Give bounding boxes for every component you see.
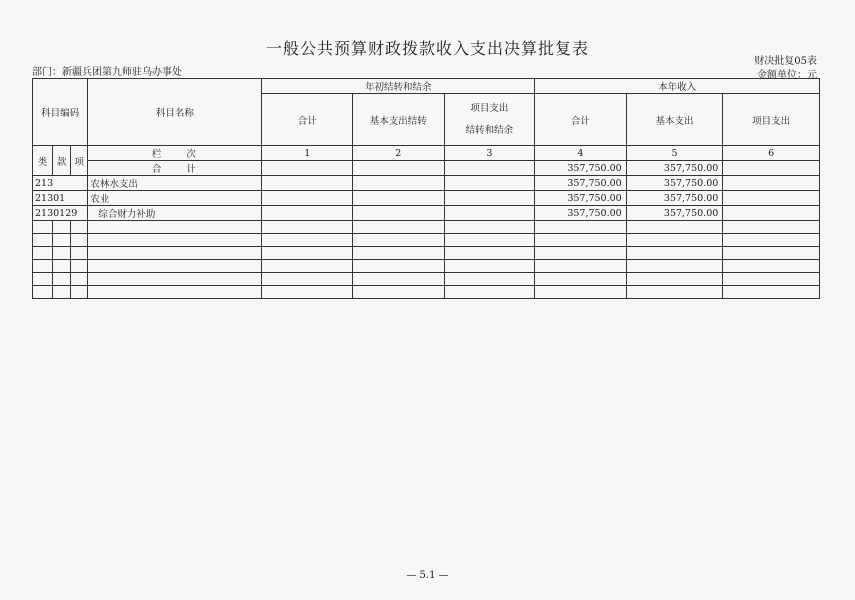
table-cell (262, 161, 353, 176)
table-cell (444, 273, 535, 286)
header-kuan: 款 (53, 146, 71, 176)
table-cell (262, 176, 353, 191)
empty-row (33, 221, 820, 234)
table-cell (262, 206, 353, 221)
col-number-3: 3 (444, 146, 535, 161)
table-cell (353, 286, 445, 299)
header-project-line2: 结转和结余 (465, 124, 514, 136)
table-cell (353, 176, 445, 191)
row-income-total: 357,750.00 (535, 191, 627, 206)
col-number-4: 4 (535, 146, 627, 161)
table-cell (53, 221, 71, 234)
table-cell (444, 161, 535, 176)
table-cell (71, 234, 88, 247)
table-row (33, 206, 820, 221)
table-cell (535, 260, 627, 273)
table-cell (53, 260, 71, 273)
table-cell (262, 260, 353, 273)
row-name: 农业 (88, 191, 262, 206)
table-cell (626, 234, 723, 247)
table-row (33, 191, 820, 206)
table-cell (626, 247, 723, 260)
row-income-basic: 357,750.00 (626, 191, 723, 206)
department-label: 部门：新疆兵团第九师驻乌办事处 (32, 67, 182, 78)
table-cell (535, 234, 627, 247)
empty-row (33, 273, 820, 286)
table-cell (33, 260, 53, 273)
row-name: 综合财力补助 (88, 206, 262, 221)
header-project-carry (444, 94, 535, 146)
table-cell (353, 260, 445, 273)
table-cell (71, 247, 88, 260)
header-income-project: 项目支出 (723, 94, 820, 146)
table-cell (535, 221, 627, 234)
table-cell (723, 191, 820, 206)
table-cell (71, 260, 88, 273)
table-cell (723, 286, 820, 299)
table-cell (262, 273, 353, 286)
row-income-basic: 357,750.00 (626, 206, 723, 221)
header-group-begin: 年初结转和结余 (262, 79, 535, 94)
page-number: — 5.1 — (406, 570, 449, 581)
table-cell (723, 260, 820, 273)
table-cell (53, 234, 71, 247)
table-cell (53, 247, 71, 260)
table-cell (88, 286, 262, 299)
table-cell (33, 273, 53, 286)
header-income-basic: 基本支出 (626, 94, 723, 146)
table-cell (33, 286, 53, 299)
header-project-line1: 项目支出 (470, 102, 509, 114)
table-cell (723, 234, 820, 247)
table-cell (71, 273, 88, 286)
table-cell (71, 221, 88, 234)
header-row-1 (33, 79, 820, 94)
header-group-income: 本年收入 (535, 79, 820, 94)
table-cell (262, 286, 353, 299)
header-lei: 类 (33, 146, 53, 176)
table-cell (353, 273, 445, 286)
header-income-total: 合计 (535, 94, 627, 146)
empty-row (33, 234, 820, 247)
table-cell (33, 247, 53, 260)
table-cell (535, 273, 627, 286)
table-cell (88, 234, 262, 247)
empty-row (33, 247, 820, 260)
amount-unit: 金额单位：元 (757, 70, 817, 81)
table-cell (723, 221, 820, 234)
table-cell (353, 221, 445, 234)
row-code: 213 (33, 176, 88, 191)
table-cell (262, 247, 353, 260)
table-cell (723, 206, 820, 221)
table-cell (723, 273, 820, 286)
table-cell (353, 247, 445, 260)
table-cell (444, 191, 535, 206)
table-cell (535, 247, 627, 260)
table-cell (723, 176, 820, 191)
row-income-basic: 357,750.00 (626, 176, 723, 191)
table-cell (444, 221, 535, 234)
table-cell (353, 206, 445, 221)
page-title: 一般公共预算财政拨款收入支出决算批复表 (265, 39, 589, 58)
total-income-basic: 357,750.00 (626, 161, 723, 176)
table-cell (88, 247, 262, 260)
table-cell (262, 234, 353, 247)
header-xiang: 项 (71, 146, 88, 176)
table-cell (626, 286, 723, 299)
table-cell (53, 273, 71, 286)
table-cell (444, 176, 535, 191)
table-cell (262, 221, 353, 234)
table-cell (353, 234, 445, 247)
col-number-1: 1 (262, 146, 353, 161)
table-cell (535, 286, 627, 299)
row-code: 21301 (33, 191, 88, 206)
header-row-3 (33, 146, 820, 161)
header-begin-total: 合计 (262, 94, 353, 146)
total-label: 合 计 (88, 161, 262, 176)
table-cell (88, 273, 262, 286)
table-cell (53, 286, 71, 299)
table-cell (626, 273, 723, 286)
row-income-total: 357,750.00 (535, 206, 627, 221)
table-cell (626, 260, 723, 273)
table-cell (444, 234, 535, 247)
header-subject-name: 科目名称 (88, 79, 262, 146)
empty-row (33, 260, 820, 273)
table-cell (33, 221, 53, 234)
table-cell (723, 161, 820, 176)
header-subject-code: 科目编码 (33, 79, 88, 146)
table-cell (353, 161, 445, 176)
row-code: 2130129 (33, 206, 88, 221)
table-cell (262, 191, 353, 206)
table-cell (88, 260, 262, 273)
table-cell (33, 234, 53, 247)
total-income-total: 357,750.00 (535, 161, 627, 176)
table-cell (71, 286, 88, 299)
total-row (33, 161, 820, 176)
table-cell (444, 206, 535, 221)
table-cell (626, 221, 723, 234)
col-number-6: 6 (723, 146, 820, 161)
table-cell (444, 286, 535, 299)
budget-table (32, 78, 820, 299)
header-lan-ci: 栏 次 (88, 146, 262, 161)
col-number-5: 5 (626, 146, 723, 161)
form-number: 财决批复05表 (754, 56, 817, 67)
row-income-total: 357,750.00 (535, 176, 627, 191)
table-cell (353, 191, 445, 206)
row-name: 农林水支出 (88, 176, 262, 191)
table-cell (444, 247, 535, 260)
header-basic-carry: 基本支出结转 (353, 94, 445, 146)
empty-row (33, 286, 820, 299)
table-cell (88, 221, 262, 234)
table-row (33, 176, 820, 191)
table-cell (723, 247, 820, 260)
table-cell (444, 260, 535, 273)
col-number-2: 2 (353, 146, 445, 161)
